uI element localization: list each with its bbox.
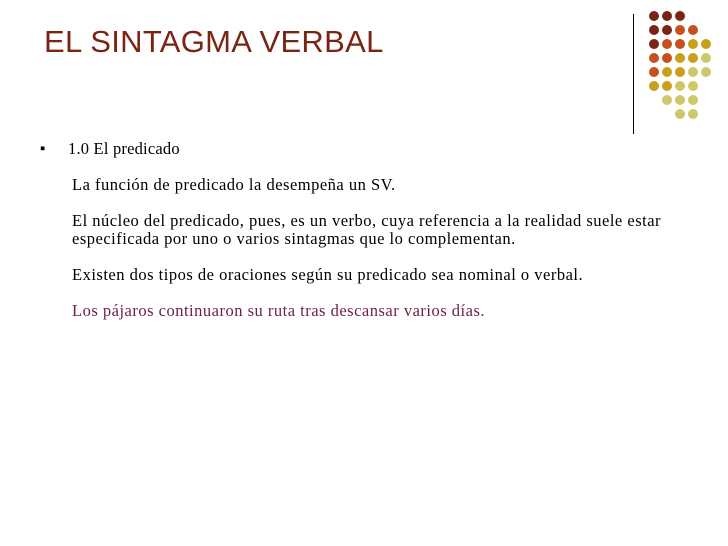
dot (688, 67, 698, 77)
dot (701, 53, 711, 63)
dot (688, 53, 698, 63)
dot (675, 95, 685, 105)
dot (662, 95, 672, 105)
dot (649, 67, 659, 77)
slide-title: EL SINTAGMA VERBAL (44, 24, 384, 59)
dot (649, 39, 659, 49)
decorative-vertical-line (633, 14, 634, 134)
example-sentence: Los pájaros continuaron su ruta tras descansar varios días. (72, 301, 486, 320)
dot (688, 95, 698, 105)
bullet-item (40, 139, 684, 158)
dot (675, 81, 685, 91)
bullet-text: 1.0 El predicado (68, 139, 180, 158)
dot (649, 25, 659, 35)
dot (688, 25, 698, 35)
dot (662, 11, 672, 21)
dot (675, 67, 685, 77)
dot (662, 25, 672, 35)
decorative-dot-grid (644, 11, 724, 121)
dot (675, 109, 685, 119)
dot (662, 39, 672, 49)
paragraph: El núcleo del predicado, pues, es un verbo, cuya referencia a la realidad suele estar especificada por uno o varios sintagmas que lo complementan. (72, 211, 662, 248)
dot (675, 11, 685, 21)
slide-body (40, 139, 684, 320)
dot (675, 39, 685, 49)
dot (688, 39, 698, 49)
dot (675, 53, 685, 63)
dot (688, 81, 698, 91)
dot (688, 109, 698, 119)
dot (675, 25, 685, 35)
dot (649, 53, 659, 63)
dot (662, 53, 672, 63)
paragraph: La función de predicado la desempeña un SV. (72, 175, 396, 194)
dot (662, 67, 672, 77)
dot (701, 67, 711, 77)
dot (662, 81, 672, 91)
paragraph: Existen dos tipos de oraciones según su predicado sea nominal o verbal. (72, 265, 584, 284)
dot (701, 39, 711, 49)
dot (649, 81, 659, 91)
dot (649, 11, 659, 21)
square-bullet-icon: ▪ (40, 141, 46, 157)
